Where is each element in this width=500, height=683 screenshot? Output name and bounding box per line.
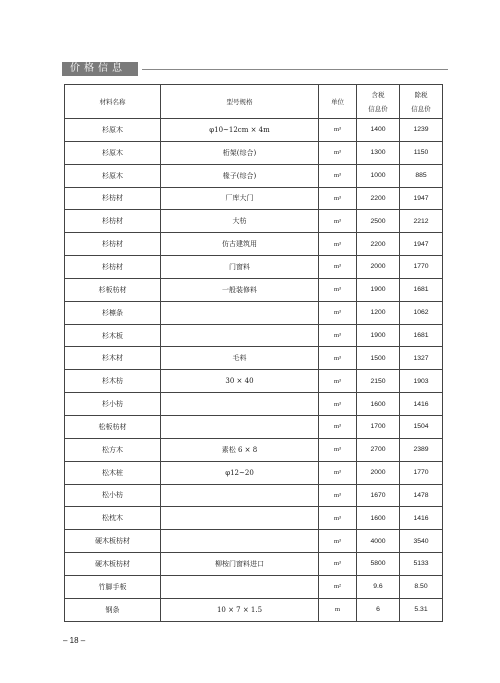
cell-spec <box>161 415 319 438</box>
cell-material-name: 杉小枋 <box>65 393 161 416</box>
cell-tax-inclusive-price: 9.6 <box>357 575 400 598</box>
cell-tax-exclusive-price: 1062 <box>400 301 443 324</box>
cell-tax-exclusive-price: 1504 <box>400 415 443 438</box>
cell-tax-exclusive-price: 3540 <box>400 530 443 553</box>
cell-tax-inclusive-price: 1000 <box>357 164 400 187</box>
cell-tax-exclusive-price: 1903 <box>400 370 443 393</box>
cell-unit: m³ <box>319 507 357 530</box>
table-row <box>65 187 443 210</box>
cell-unit: m <box>319 598 357 621</box>
cell-tax-inclusive-price: 2200 <box>357 233 400 256</box>
cell-spec: 门窗料 <box>161 256 319 279</box>
table-row <box>65 141 443 164</box>
cell-tax-exclusive-price: 1327 <box>400 347 443 370</box>
header-tax-exclusive-line-2: 信息价 <box>411 104 431 113</box>
cell-material-name: 杉原木 <box>65 164 161 187</box>
cell-tax-exclusive-price: 1239 <box>400 119 443 142</box>
cell-spec: 10 × 7 × 1.5 <box>161 598 319 621</box>
header-tax-inclusive-price <box>357 85 400 119</box>
table-row <box>65 256 443 279</box>
cell-tax-inclusive-price: 1300 <box>357 141 400 164</box>
cell-material-name: 松木桩 <box>65 461 161 484</box>
cell-tax-exclusive-price: 8.50 <box>400 575 443 598</box>
cell-unit: m³ <box>319 119 357 142</box>
section-divider <box>142 69 448 70</box>
header-spec: 型号规格 <box>161 85 319 119</box>
cell-spec <box>161 507 319 530</box>
cell-unit: m³ <box>319 438 357 461</box>
cell-spec: 桁架(综合) <box>161 141 319 164</box>
cell-tax-inclusive-price: 1600 <box>357 393 400 416</box>
cell-unit: m³ <box>319 461 357 484</box>
cell-material-name: 杉原木 <box>65 141 161 164</box>
table-row <box>65 164 443 187</box>
cell-tax-exclusive-price: 2212 <box>400 210 443 233</box>
cell-unit: m³ <box>319 347 357 370</box>
cell-unit: m³ <box>319 141 357 164</box>
cell-spec: 柳桉门窗料进口 <box>161 553 319 576</box>
page-number: – 18 – <box>63 636 86 645</box>
cell-material-name: 杉枋材 <box>65 256 161 279</box>
header-tax-inclusive-line-2: 信息价 <box>368 104 388 113</box>
cell-material-name: 杉枋材 <box>65 187 161 210</box>
cell-tax-inclusive-price: 1500 <box>357 347 400 370</box>
cell-tax-inclusive-price: 1900 <box>357 278 400 301</box>
cell-tax-exclusive-price: 1681 <box>400 278 443 301</box>
cell-spec: 椽子(综合) <box>161 164 319 187</box>
cell-tax-exclusive-price: 1150 <box>400 141 443 164</box>
cell-tax-exclusive-price: 1478 <box>400 484 443 507</box>
cell-unit: m³ <box>319 530 357 553</box>
table-row <box>65 598 443 621</box>
header-material-name: 材料名称 <box>65 85 161 119</box>
cell-material-name: 杉木枋 <box>65 370 161 393</box>
cell-spec <box>161 530 319 553</box>
cell-tax-inclusive-price: 5800 <box>357 553 400 576</box>
cell-material-name: 杉檩条 <box>65 301 161 324</box>
cell-unit: m³ <box>319 210 357 233</box>
cell-tax-inclusive-price: 6 <box>357 598 400 621</box>
cell-tax-inclusive-price: 1670 <box>357 484 400 507</box>
table-row <box>65 415 443 438</box>
cell-material-name: 杉板枋材 <box>65 278 161 301</box>
cell-unit: m³ <box>319 553 357 576</box>
cell-tax-inclusive-price: 2150 <box>357 370 400 393</box>
cell-tax-exclusive-price: 1770 <box>400 256 443 279</box>
table-row <box>65 233 443 256</box>
cell-material-name: 杉原木 <box>65 119 161 142</box>
cell-spec: 厂库大门 <box>161 187 319 210</box>
cell-tax-inclusive-price: 4000 <box>357 530 400 553</box>
cell-unit: m³ <box>319 415 357 438</box>
cell-material-name: 硬木板枋材 <box>65 553 161 576</box>
cell-spec: 一般装修料 <box>161 278 319 301</box>
cell-unit: m³ <box>319 324 357 347</box>
cell-tax-inclusive-price: 1600 <box>357 507 400 530</box>
cell-unit: m³ <box>319 233 357 256</box>
cell-spec: 30 × 40 <box>161 370 319 393</box>
cell-tax-exclusive-price: 5133 <box>400 553 443 576</box>
table-row <box>65 530 443 553</box>
cell-unit: m³ <box>319 393 357 416</box>
table-body <box>65 119 443 622</box>
table-row <box>65 119 443 142</box>
cell-spec <box>161 484 319 507</box>
cell-spec: 素松 6 × 8 <box>161 438 319 461</box>
table-row <box>65 507 443 530</box>
cell-material-name: 杉枋材 <box>65 210 161 233</box>
cell-tax-exclusive-price: 1947 <box>400 233 443 256</box>
cell-unit: m³ <box>319 256 357 279</box>
cell-spec <box>161 393 319 416</box>
table-row <box>65 347 443 370</box>
section-title: 价格信息 <box>62 62 138 76</box>
table-row <box>65 324 443 347</box>
cell-tax-inclusive-price: 1200 <box>357 301 400 324</box>
cell-material-name: 钢条 <box>65 598 161 621</box>
table-row <box>65 301 443 324</box>
table-row <box>65 553 443 576</box>
table-row <box>65 484 443 507</box>
header-tax-exclusive-price <box>400 85 443 119</box>
cell-tax-inclusive-price: 2000 <box>357 461 400 484</box>
section-header <box>62 62 448 76</box>
cell-spec: 仿古建筑用 <box>161 233 319 256</box>
cell-tax-inclusive-price: 1900 <box>357 324 400 347</box>
cell-unit: m³ <box>319 187 357 210</box>
header-unit: 单位 <box>319 85 357 119</box>
table-row <box>65 438 443 461</box>
table-row <box>65 370 443 393</box>
cell-unit: m³ <box>319 164 357 187</box>
cell-unit: m² <box>319 575 357 598</box>
header-tax-exclusive-line-1: 除税 <box>414 90 428 99</box>
cell-unit: m³ <box>319 278 357 301</box>
cell-material-name: 松枕木 <box>65 507 161 530</box>
cell-material-name: 硬木板枋材 <box>65 530 161 553</box>
cell-spec: 毛料 <box>161 347 319 370</box>
cell-spec <box>161 301 319 324</box>
cell-unit: m³ <box>319 484 357 507</box>
price-table <box>64 84 443 622</box>
cell-tax-inclusive-price: 2000 <box>357 256 400 279</box>
cell-tax-inclusive-price: 2200 <box>357 187 400 210</box>
cell-spec: φ12~20 <box>161 461 319 484</box>
cell-material-name: 竹脚手板 <box>65 575 161 598</box>
cell-spec: 大枋 <box>161 210 319 233</box>
table-header-row <box>65 85 443 119</box>
cell-spec <box>161 575 319 598</box>
table-row <box>65 461 443 484</box>
cell-tax-exclusive-price: 2389 <box>400 438 443 461</box>
header-tax-inclusive-line-1: 含税 <box>371 90 385 99</box>
cell-tax-exclusive-price: 885 <box>400 164 443 187</box>
cell-material-name: 杉木材 <box>65 347 161 370</box>
cell-tax-exclusive-price: 5.31 <box>400 598 443 621</box>
cell-material-name: 松小枋 <box>65 484 161 507</box>
cell-unit: m³ <box>319 301 357 324</box>
table-row <box>65 393 443 416</box>
table-row <box>65 210 443 233</box>
cell-material-name: 杉枋材 <box>65 233 161 256</box>
cell-tax-inclusive-price: 2500 <box>357 210 400 233</box>
cell-material-name: 杉木板 <box>65 324 161 347</box>
cell-material-name: 松方木 <box>65 438 161 461</box>
cell-tax-exclusive-price: 1947 <box>400 187 443 210</box>
cell-tax-exclusive-price: 1416 <box>400 507 443 530</box>
cell-unit: m³ <box>319 370 357 393</box>
table-row <box>65 278 443 301</box>
cell-spec: φ10~12cm × 4m <box>161 119 319 142</box>
cell-tax-exclusive-price: 1681 <box>400 324 443 347</box>
cell-tax-inclusive-price: 2700 <box>357 438 400 461</box>
cell-spec <box>161 324 319 347</box>
cell-material-name: 松板枋材 <box>65 415 161 438</box>
cell-tax-exclusive-price: 1770 <box>400 461 443 484</box>
cell-tax-inclusive-price: 1700 <box>357 415 400 438</box>
cell-tax-exclusive-price: 1416 <box>400 393 443 416</box>
cell-tax-inclusive-price: 1400 <box>357 119 400 142</box>
table-row <box>65 575 443 598</box>
